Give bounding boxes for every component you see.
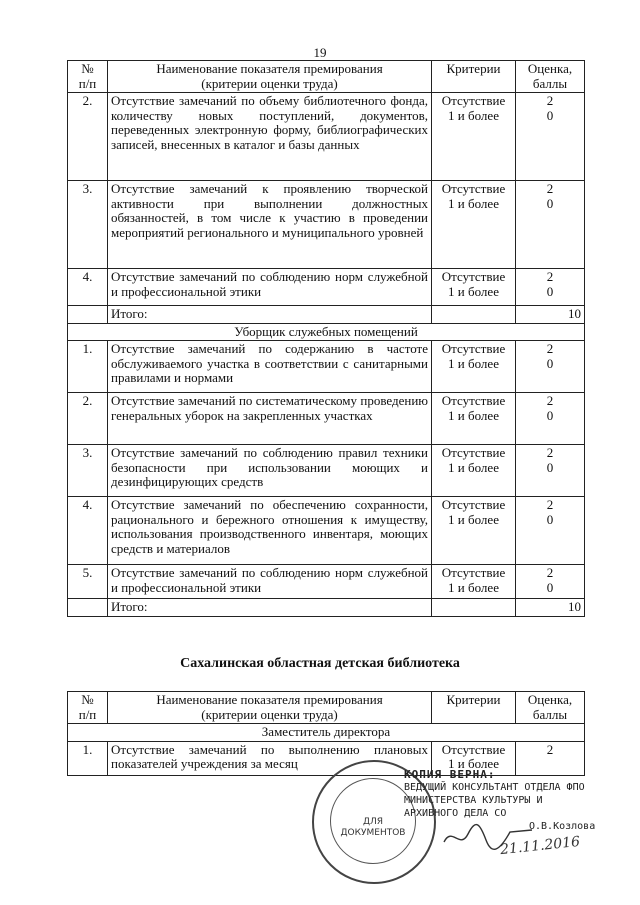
row-criteria: Отсутствие 1 и более	[432, 341, 516, 393]
table-header-row	[68, 61, 585, 93]
row-criteria: Отсутствие 1 и более	[432, 445, 516, 497]
row-indicator: Отсутствие замечаний по соблюдению правил техники безопасности при использовании моющих и дезинфицирующих средств	[108, 445, 432, 497]
row-indicator: Отсутствие замечаний по объему библиотечного фонда, количеству новых поступлений, документов, переведенных электронную форму, библиографических записей, внесенных в каталог и базы данных	[108, 93, 432, 181]
total-label: Итого:	[108, 306, 432, 324]
header-num: № п/п	[68, 692, 108, 724]
header-num: № п/п	[68, 61, 108, 93]
row-indicator: Отсутствие замечаний по соблюдению норм служебной и профессиональной этики	[108, 565, 432, 599]
row-indicator: Отсутствие замечаний к проявлению творческой активности при выполнении должностных обязанностей, в том числе к участию в проведении мероприятий регионального и муниципального уровней	[108, 181, 432, 269]
table-header-row	[68, 692, 585, 724]
handwritten-date: 21.11.2016	[499, 833, 581, 859]
row-score: 2	[516, 741, 585, 775]
header-name: Наименование показателя премирования (критерии оценки труда)	[108, 692, 432, 724]
row-score: 2 0	[516, 565, 585, 599]
row-indicator: Отсутствие замечаний по систематическому проведению генеральных уборок на закрепленных участках	[108, 393, 432, 445]
row-score: 2 0	[516, 269, 585, 306]
header-name: Наименование показателя премирования (критерии оценки труда)	[108, 61, 432, 93]
library-heading: Сахалинская областная детская библиотека	[180, 656, 460, 671]
row-indicator: Отсутствие замечаний по выполнению плановых показателей учреждения за месяц	[108, 741, 432, 775]
copy-label: КОПИЯ ВЕРНА:	[404, 768, 496, 781]
row-indicator: Отсутствие замечаний по содержанию в частоте обслуживаемого участка в соответствии с санитарными правилами и нормами	[108, 341, 432, 393]
row-score: 2 0	[516, 181, 585, 269]
cert-line: ВЕДУЩИЙ КОНСУЛЬТАНТ ОТДЕЛА ФПО	[404, 782, 585, 793]
row-indicator: Отсутствие замечаний по обеспечению сохранности, рационального и бережного отношения к имуществу, использования производственного инвентаря, моющих средств и материалов	[108, 497, 432, 565]
row-criteria: Отсутствие 1 и более	[432, 497, 516, 565]
total-label: Итого:	[108, 599, 432, 617]
total-criteria-cell	[432, 599, 516, 617]
row-num: 3.	[68, 181, 108, 269]
table-row	[68, 269, 585, 306]
total-num-cell	[68, 306, 108, 324]
total-value: 10	[516, 306, 585, 324]
row-num: 2.	[68, 93, 108, 181]
total-value: 10	[516, 599, 585, 617]
row-num: 3.	[68, 445, 108, 497]
table-row	[68, 341, 585, 393]
table-row	[68, 445, 585, 497]
row-indicator: Отсутствие замечаний по соблюдению норм служебной и профессиональной этики	[108, 269, 432, 306]
table-row	[68, 497, 585, 565]
row-criteria: Отсутствие 1 и более	[432, 269, 516, 306]
section-row	[68, 323, 585, 341]
header-criteria: Критерии	[432, 61, 516, 93]
row-num: 4.	[68, 497, 108, 565]
top-table	[67, 60, 585, 617]
section-title: Уборщик служебных помещений	[68, 323, 585, 341]
cert-name: О.В.Козлова	[529, 821, 596, 832]
row-num: 1.	[68, 341, 108, 393]
total-criteria-cell	[432, 306, 516, 324]
bottom-table	[67, 691, 585, 776]
row-criteria: Отсутствие 1 и более	[432, 93, 516, 181]
section-row	[68, 724, 585, 742]
table-row	[68, 565, 585, 599]
header-criteria: Критерии	[432, 692, 516, 724]
total-num-cell	[68, 599, 108, 617]
stamp-text: ДЛЯ ДОКУМЕНТОВ	[340, 817, 406, 838]
row-num: 5.	[68, 565, 108, 599]
cert-line: МИНИСТЕРСТВА КУЛЬТУРЫ И	[404, 795, 543, 806]
row-num: 4.	[68, 269, 108, 306]
row-score: 2 0	[516, 93, 585, 181]
cert-line: АРХИВНОГО ДЕЛА СО	[404, 808, 507, 819]
row-criteria: Отсутствие 1 и более	[432, 741, 516, 775]
row-criteria: Отсутствие 1 и более	[432, 393, 516, 445]
row-score: 2 0	[516, 497, 585, 565]
page-number: 19	[313, 45, 327, 60]
table-row	[68, 93, 585, 181]
total-row	[68, 599, 585, 617]
row-num: 1.	[68, 741, 108, 775]
row-criteria: Отсутствие 1 и более	[432, 565, 516, 599]
row-score: 2 0	[516, 341, 585, 393]
row-num: 2.	[68, 393, 108, 445]
row-score: 2 0	[516, 393, 585, 445]
row-criteria: Отсутствие 1 и более	[432, 181, 516, 269]
table-row	[68, 393, 585, 445]
total-row	[68, 306, 585, 324]
section-title: Заместитель директора	[68, 724, 585, 742]
header-score: Оценка, баллы	[516, 692, 585, 724]
header-score: Оценка, баллы	[516, 61, 585, 93]
table-row	[68, 181, 585, 269]
row-score: 2 0	[516, 445, 585, 497]
